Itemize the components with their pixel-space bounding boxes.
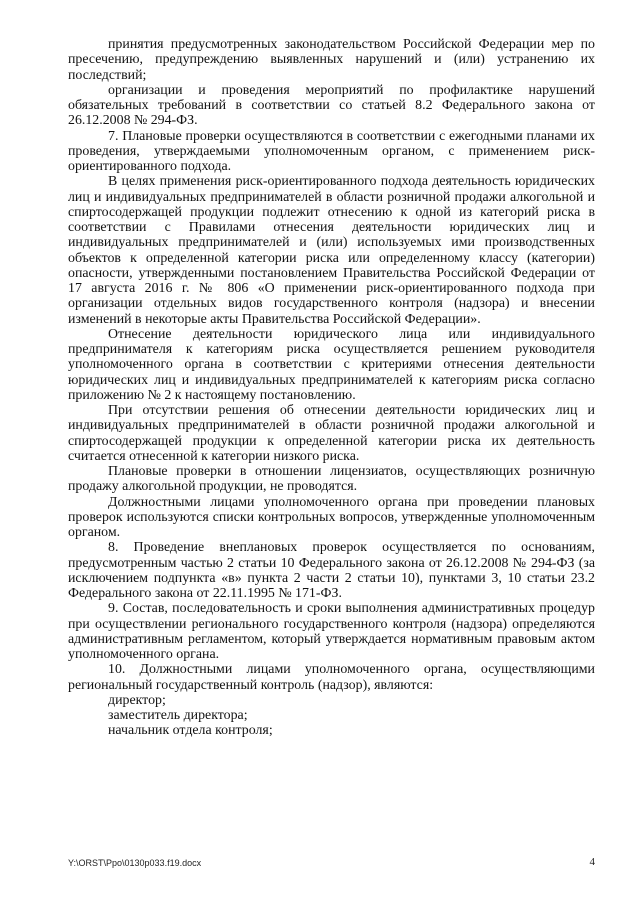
- paragraph-1: принятия предусмотренных законодательством Российской Федерации мер по пресечению, предупреждению выявленных нарушений и (или) устранению их последствий;: [68, 37, 595, 83]
- list-item-deputy-director: заместитель директора;: [108, 708, 248, 723]
- paragraph-5: Отнесение деятельности юридического лица или индивидуального предпринимателя к категориям риска осуществляется решением руководителя уполномоченного органа в соответствии с критериями отнесения деятельности юридических лиц и индивидуальных предпринимателей к категориям риска согласно приложению № 2 к настоящему постановлению.: [68, 326, 595, 403]
- page-number: 4: [589, 856, 595, 868]
- list-item-head-of-control-department: начальник отдела контроля;: [108, 723, 273, 739]
- paragraph-9: 8. Проведение внеплановых проверок осуществляется по основаниям, предусмотренным частью 2 статьи 10 Федерального закона от 26.12.2008 № 294-ФЗ (за исключением подпункта «в» пункта 2 части 2 статьи 10), пунктами 3, 10 статьи 23.2 Федерального закона от 22.11.1995 № 171-ФЗ.: [68, 540, 595, 601]
- list-item-director: директор;: [108, 692, 166, 708]
- document-body: [68, 37, 595, 739]
- paragraph-11: 10. Должностными лицами уполномоченного органа, осуществляющими региональный государственный контроль (надзор), являются:: [68, 662, 595, 693]
- paragraph-4: В целях применения риск-ориентированного подхода деятельность юридических лиц и индивидуальных предпринимателей в области розничной продажи алкогольной и спиртосодержащей продукции подлежит отнесению к одной из категорий риска в соответствии с Правилами отнесения деятельности юридических лиц и индивидуальных предпринимателей и (или) используемых ими производственных объектов к определенной категории риска или определенному классу (категории) опасности, утвержденными постановлением Правительства Российской Федерации от 17 августа 2016 г. № 806 «О применении риск-ориентированного подхода при организации отдельных видов государственного контроля (надзора) и внесении изменений в некоторые акты Правительства Российской Федерации».: [68, 174, 595, 327]
- paragraph-3: 7. Плановые проверки осуществляются в соответствии с ежегодными планами их проведения, утверждаемыми уполномоченным органом, с применением риск-ориентированного подхода.: [68, 128, 595, 174]
- paragraph-10: 9. Состав, последовательность и сроки выполнения административных процедур при осуществлении регионального государственного контроля (надзора) определяются административным регламентом, который утверждается нормативным правовым актом уполномоченного органа.: [68, 601, 595, 662]
- paragraph-2: организации и проведения мероприятий по профилактике нарушений обязательных требований в соответствии со статьей 8.2 Федерального закона от 26.12.2008 № 294-ФЗ.: [68, 82, 595, 129]
- paragraph-7: Плановые проверки в отношении лицензиатов, осуществляющих розничную продажу алкогольной продукции, не проводятся.: [68, 464, 595, 495]
- paragraph-8: Должностными лицами уполномоченного органа при проведении плановых проверок используются списки контрольных вопросов, утвержденные уполномоченным органом.: [68, 494, 595, 540]
- paragraph-6: При отсутствии решения об отнесении деятельности юридических лиц и индивидуальных предпринимателей в области розничной продажи алкогольной и спиртосодержащей продукции к определенной категории риска их деятельность считается отнесенной к категории низкого риска.: [68, 403, 595, 464]
- footer-file-path: Y:\ORST\Ppo\0130p033.f19.docx: [68, 858, 202, 868]
